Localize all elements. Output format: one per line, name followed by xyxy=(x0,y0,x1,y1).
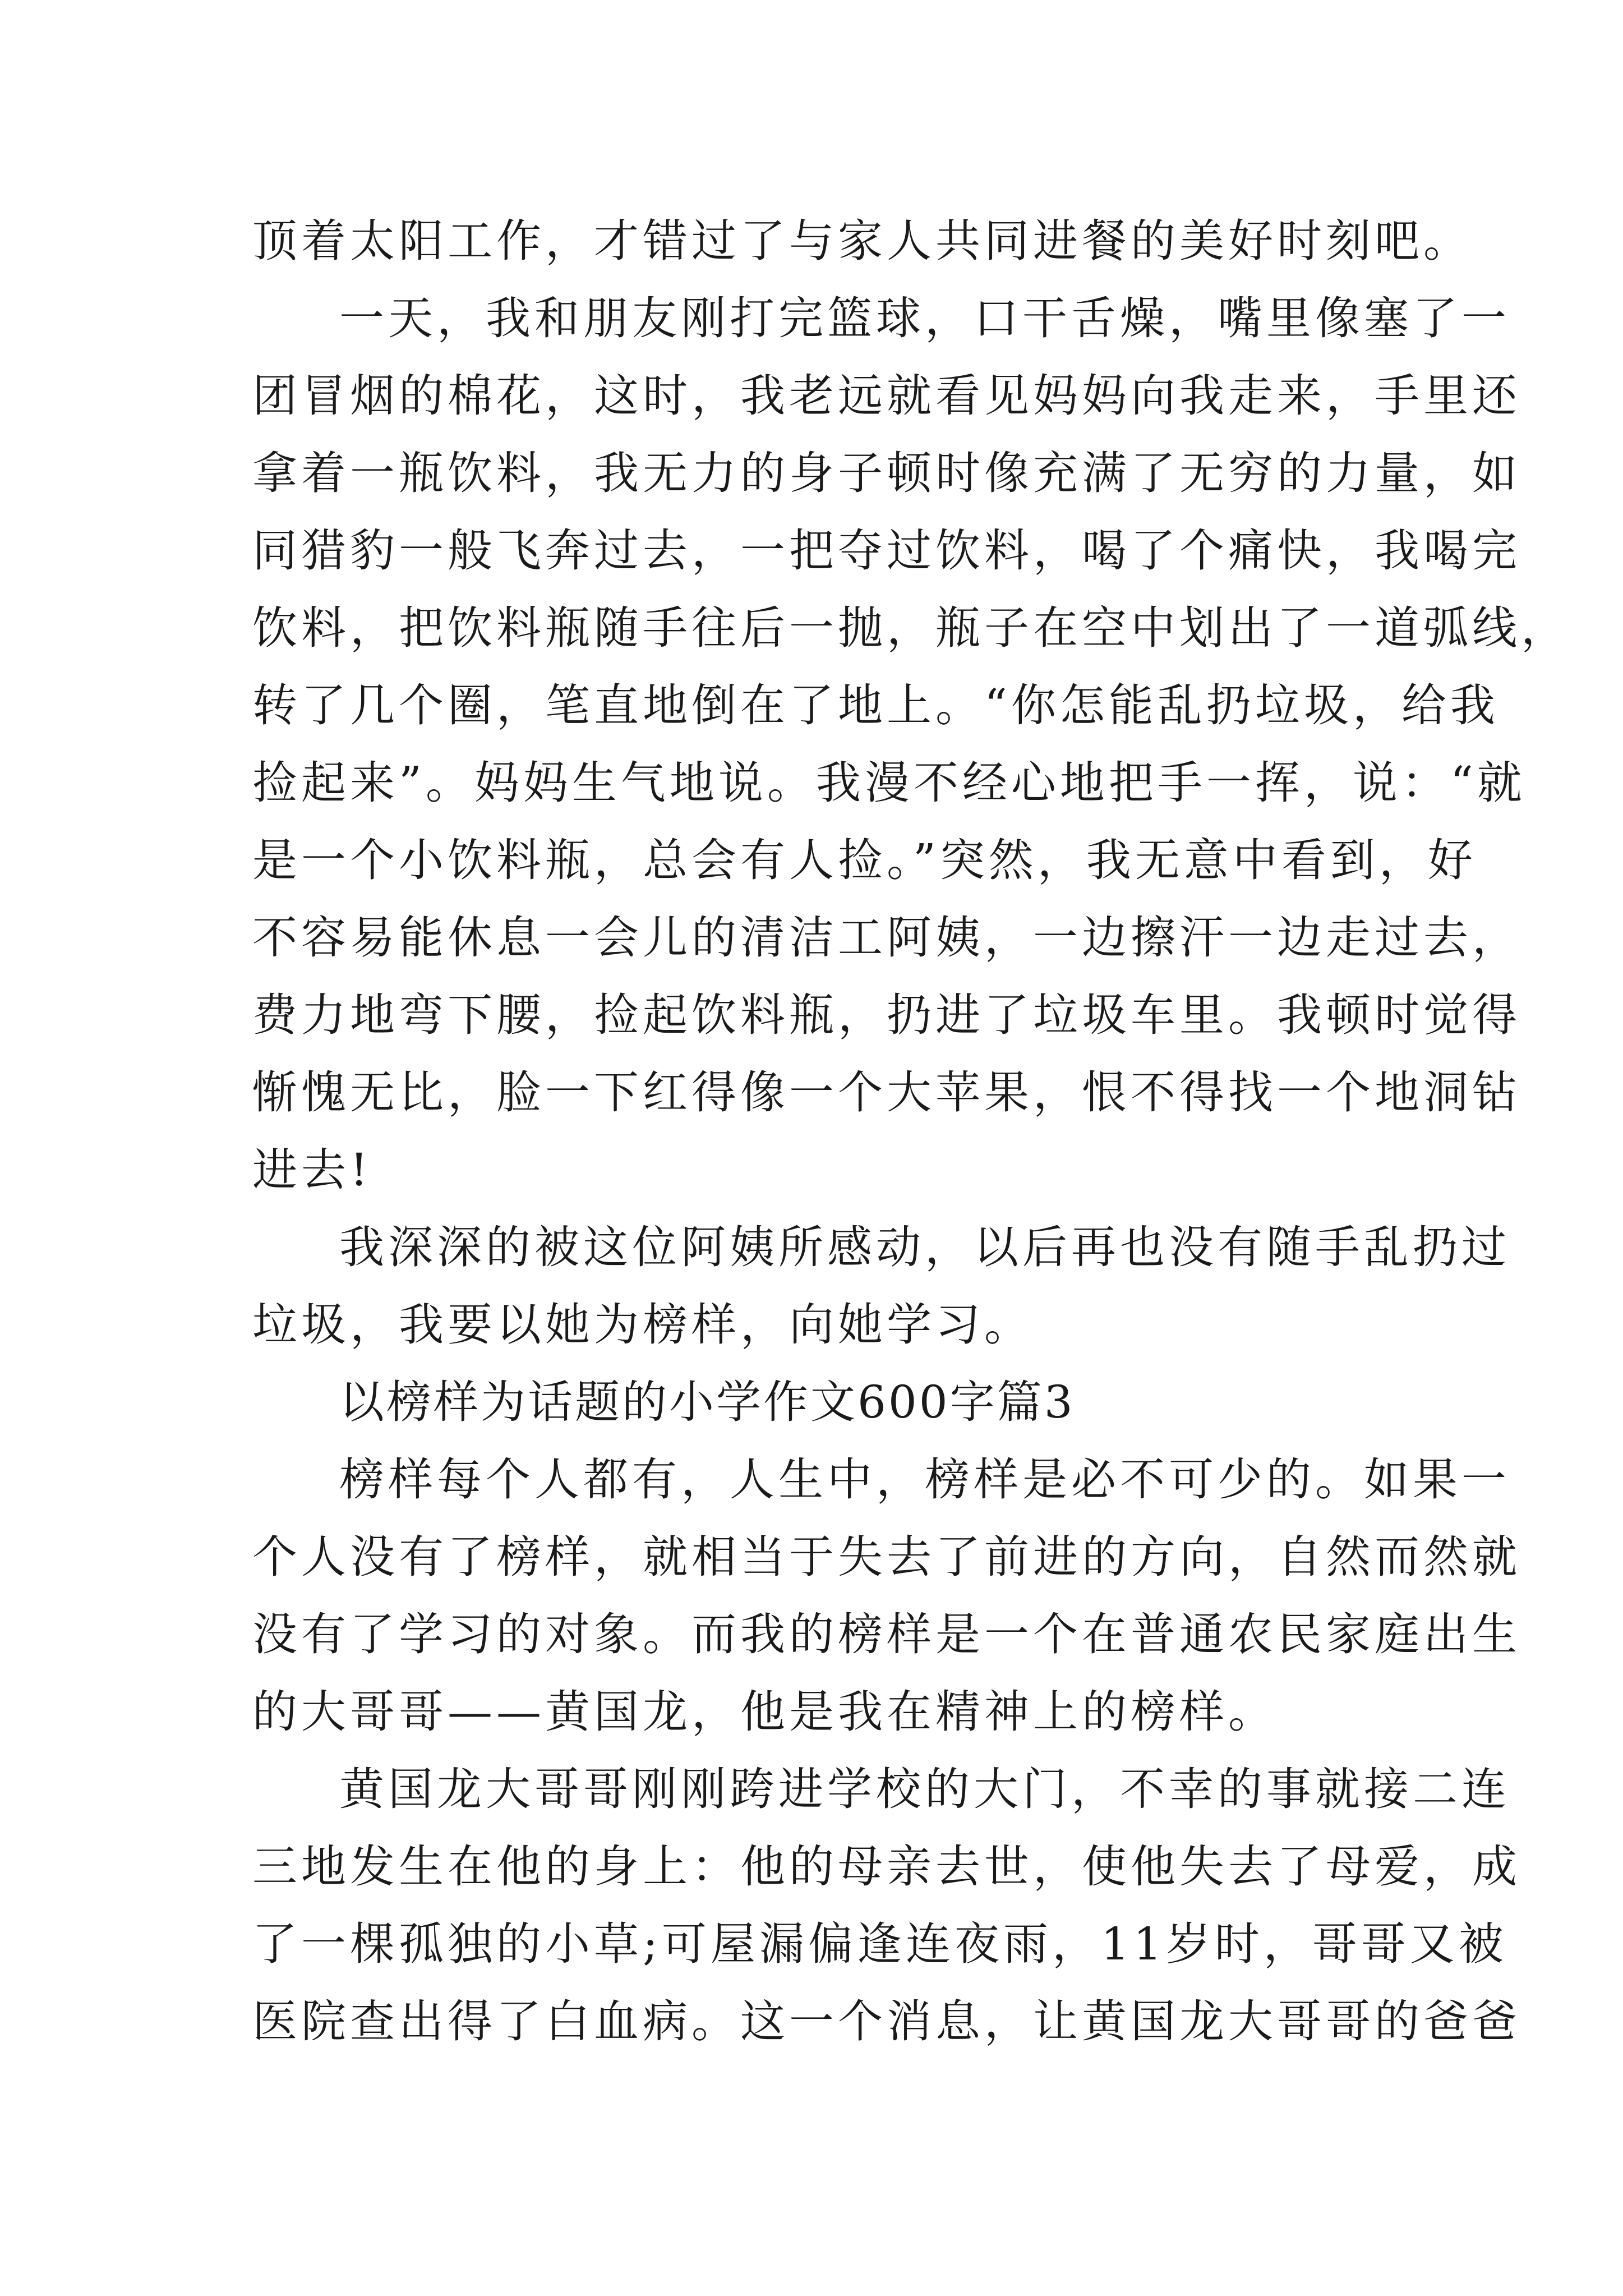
text-line: 费力地弯下腰，捡起饮料瓶，扔进了垃圾车里。我顿时觉得 xyxy=(252,989,1521,1041)
text-line: 饮料，把饮料瓶随手往后一抛，瓶子在空中划出了一道弧线， xyxy=(252,602,1570,654)
text-line: 转了几个圈，笔直地倒在了地上。“你怎能乱扔垃圾，给我 xyxy=(252,679,1499,731)
text-line: 没有了学习的对象。而我的榜样是一个在普通农民家庭出生 xyxy=(252,1608,1521,1660)
text-line: 我深深的被这位阿姨所感动，以后再也没有随手乱扔过 xyxy=(339,1221,1510,1273)
text-line: 榜样每个人都有，人生中，榜样是必不可少的。如果一 xyxy=(339,1453,1510,1506)
text-line: 的大哥哥——黄国龙，他是我在精神上的榜样。 xyxy=(252,1686,1277,1738)
text-line: 惭愧无比，脸一下红得像一个大苹果，恨不得找一个地洞钻 xyxy=(252,1066,1521,1119)
section-heading: 以榜样为话题的小学作文600字篇3 xyxy=(339,1376,1075,1428)
text-line: 同猎豹一般飞奔过去，一把夺过饮料，喝了个痛快，我喝完 xyxy=(252,524,1521,577)
text-line: 三地发生在他的身上：他的母亲去世，使他失去了母爱，成 xyxy=(252,1841,1521,1893)
text-line: 不容易能休息一会儿的清洁工阿姨，一边擦汗一边走过去， xyxy=(252,912,1521,964)
text-line: 了一棵孤独的小草;可屋漏偏逢连夜雨，11岁时，哥哥又被 xyxy=(252,1918,1507,1970)
text-line: 拿着一瓶饮料，我无力的身子顿时像充满了无穷的力量，如 xyxy=(252,447,1521,499)
text-line: 进去! xyxy=(252,1144,372,1196)
text-line: 个人没有了榜样，就相当于失去了前进的方向，自然而然就 xyxy=(252,1531,1521,1583)
text-line: 黄国龙大哥哥刚刚跨进学校的大门，不幸的事就接二连 xyxy=(339,1763,1510,1815)
text-line: 顶着太阳工作，才错过了与家人共同进餐的美好时刻吧。 xyxy=(252,215,1472,267)
text-line: 捡起来”。妈妈生气地说。我漫不经心地把手一挥，说：“就 xyxy=(252,757,1526,809)
text-line: 垃圾，我要以她为榜样，向她学习。 xyxy=(252,1299,1033,1351)
text-line: 是一个小饮料瓶，总会有人捡。”突然，我无意中看到，好 xyxy=(252,834,1477,886)
text-line: 一天，我和朋友刚打完篮球，口干舌燥，嘴里像塞了一 xyxy=(339,292,1510,344)
text-line: 团冒烟的棉花，这时，我老远就看见妈妈向我走来，手里还 xyxy=(252,370,1521,422)
text-line: 医院查出得了白血病。这一个消息，让黄国龙大哥哥的爸爸 xyxy=(252,1995,1521,2047)
